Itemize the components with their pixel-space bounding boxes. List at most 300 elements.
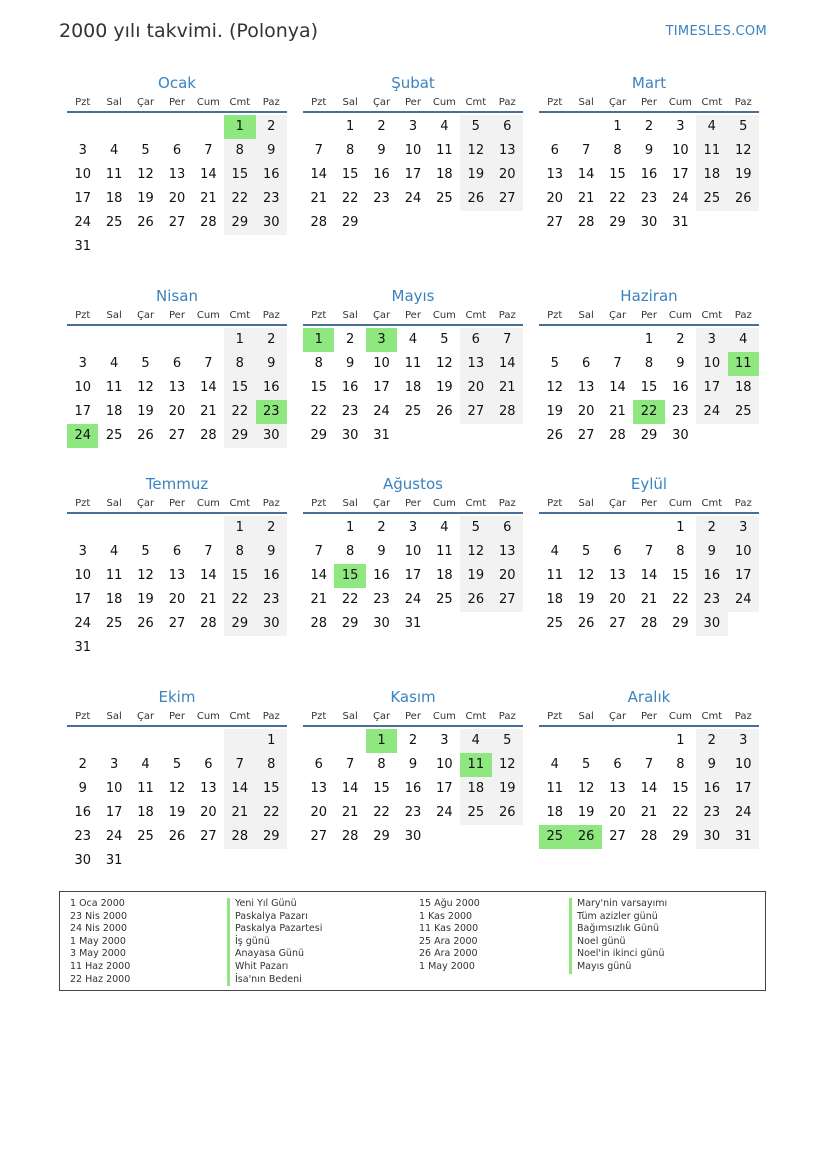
weekday-header (67, 708, 287, 727)
day-cell: 2 (696, 729, 727, 753)
weekday-label: Cmt (465, 498, 487, 509)
holiday-day-cell: 23 (256, 400, 287, 424)
day-cell: 2 (696, 516, 727, 540)
day-cell: 13 (310, 781, 327, 796)
weekday-label: Per (169, 711, 185, 722)
empty-cell (539, 729, 570, 753)
day-cell: 11 (546, 781, 563, 796)
day-cell: 16 (373, 568, 390, 583)
day-cell: 28 (640, 829, 658, 844)
day-cell: 8 (256, 753, 287, 777)
day-cell: 25 (728, 400, 759, 424)
legend-date: 22 Haz 2000 (70, 973, 131, 985)
day-cell: 9 (256, 139, 287, 163)
weekday-label: Per (641, 711, 657, 722)
month-name: Mart (631, 74, 667, 92)
day-cell: 6 (172, 143, 182, 158)
day-cell: 29 (640, 428, 658, 443)
weekday-header (303, 94, 523, 113)
day-cell: 29 (224, 424, 255, 448)
day-cell: 19 (436, 380, 453, 395)
day-cell: 5 (172, 757, 182, 772)
day-cell: 23 (341, 404, 359, 419)
day-cell: 24 (436, 805, 453, 820)
weekday-label: Cmt (229, 310, 251, 321)
weekday-label: Per (405, 97, 421, 108)
day-grid (303, 516, 523, 636)
day-cell: 22 (224, 588, 255, 612)
weekday-label: Cum (668, 97, 692, 108)
month-name: Ekim (158, 688, 196, 706)
day-cell: 18 (546, 592, 563, 607)
day-cell: 26 (546, 428, 563, 443)
day-cell: 17 (74, 592, 91, 607)
legend-names-2 (569, 898, 667, 974)
empty-cell (570, 516, 601, 540)
day-cell: 7 (492, 328, 523, 352)
day-cell: 10 (373, 356, 390, 371)
day-cell: 25 (546, 616, 563, 631)
day-grid (539, 328, 759, 448)
empty-cell (98, 516, 129, 540)
day-cell: 5 (440, 332, 449, 347)
weekday-label: Cum (432, 97, 456, 108)
day-cell: 28 (310, 616, 327, 631)
day-cell: 6 (550, 143, 559, 158)
day-cell: 23 (696, 801, 727, 825)
day-cell: 20 (609, 805, 626, 820)
day-grid (303, 729, 523, 849)
day-cell: 16 (696, 777, 727, 801)
day-cell: 1 (224, 516, 255, 540)
day-cell: 17 (696, 376, 727, 400)
legend-date: 1 May 2000 (419, 960, 475, 972)
day-cell: 29 (609, 215, 626, 230)
empty-cell (98, 328, 129, 352)
day-cell: 11 (546, 568, 563, 583)
day-cell: 11 (137, 781, 154, 796)
day-cell: 20 (492, 163, 523, 187)
day-cell: 8 (224, 540, 255, 564)
weekday-label: Sal (342, 97, 358, 108)
day-cell: 17 (728, 564, 759, 588)
month-calendar (67, 686, 287, 873)
legend-holiday-name: Noel'in ikinci günü (569, 948, 667, 961)
legend-date: 25 Ara 2000 (419, 935, 478, 947)
day-cell: 28 (492, 400, 523, 424)
day-cell: 26 (577, 616, 595, 631)
day-cell: 15 (672, 568, 689, 583)
day-cell: 24 (74, 215, 91, 230)
day-cell: 10 (728, 753, 759, 777)
day-cell: 5 (460, 115, 491, 139)
day-cell: 1 (676, 520, 685, 535)
day-cell: 16 (373, 167, 390, 182)
day-cell: 14 (224, 777, 255, 801)
day-cell: 12 (460, 540, 491, 564)
day-cell: 12 (546, 380, 563, 395)
day-cell: 1 (613, 119, 622, 134)
day-cell: 20 (492, 564, 523, 588)
legend-holiday-name: Yeni Yıl Günü (227, 898, 322, 911)
empty-cell (161, 115, 192, 139)
day-cell: 20 (310, 805, 327, 820)
weekday-label: Paz (734, 97, 752, 108)
day-cell: 8 (676, 544, 685, 559)
day-cell: 2 (408, 733, 418, 748)
day-cell: 28 (224, 825, 255, 849)
day-cell: 29 (310, 428, 327, 443)
day-cell: 19 (728, 163, 759, 187)
day-cell: 3 (408, 520, 418, 535)
weekday-label: Cum (432, 498, 456, 509)
day-cell: 17 (404, 167, 422, 182)
day-cell: 13 (168, 167, 186, 182)
weekday-label: Cum (668, 711, 692, 722)
legend-date: 11 Haz 2000 (70, 960, 131, 972)
day-cell: 30 (640, 215, 658, 230)
day-cell: 22 (609, 191, 626, 206)
day-cell: 11 (105, 167, 123, 182)
day-cell: 14 (200, 380, 217, 395)
day-cell: 29 (256, 825, 287, 849)
day-cell: 30 (373, 616, 390, 631)
day-cell: 3 (440, 733, 449, 748)
empty-cell (130, 516, 161, 540)
day-cell: 10 (74, 167, 91, 182)
weekday-label: Pzt (75, 711, 91, 722)
day-cell: 22 (224, 187, 255, 211)
day-cell: 8 (345, 143, 355, 158)
weekday-label: Cum (196, 97, 220, 108)
day-cell: 10 (404, 143, 422, 158)
day-cell: 13 (492, 540, 523, 564)
weekday-label: Pzt (75, 310, 91, 321)
day-cell: 27 (546, 215, 563, 230)
day-cell: 10 (404, 544, 422, 559)
day-cell: 3 (728, 729, 759, 753)
holiday-day-cell: 11 (728, 352, 759, 376)
weekday-label: Paz (498, 711, 516, 722)
day-cell: 20 (200, 805, 217, 820)
day-grid (539, 729, 759, 849)
day-cell: 7 (345, 757, 355, 772)
day-cell: 12 (137, 568, 154, 583)
legend-holiday-name: Noel günü (569, 936, 667, 949)
day-cell: 3 (109, 757, 119, 772)
weekday-label: Cmt (465, 711, 487, 722)
day-cell: 6 (613, 757, 622, 772)
weekday-label: Sal (578, 310, 594, 321)
day-cell: 15 (341, 167, 359, 182)
day-cell: 4 (109, 544, 119, 559)
day-cell: 19 (546, 404, 563, 419)
legend-holiday-name: Mary'nin varsayımı (569, 898, 667, 911)
day-cell: 17 (74, 191, 91, 206)
day-cell: 10 (436, 757, 453, 772)
day-cell: 16 (256, 564, 287, 588)
empty-cell (539, 328, 570, 352)
holiday-day-cell: 1 (303, 328, 334, 352)
weekday-label: Paz (734, 711, 752, 722)
day-cell: 29 (341, 616, 359, 631)
legend-holiday-name: Mayıs günü (569, 961, 667, 974)
day-cell: 18 (696, 163, 727, 187)
day-cell: 8 (676, 757, 685, 772)
day-cell: 28 (310, 215, 327, 230)
day-cell: 18 (137, 805, 154, 820)
day-cell: 17 (373, 380, 390, 395)
day-cell: 15 (373, 781, 390, 796)
legend-date: 1 Oca 2000 (70, 898, 125, 909)
day-cell: 23 (373, 191, 390, 206)
day-cell: 13 (492, 139, 523, 163)
day-cell: 6 (460, 328, 491, 352)
day-cell: 27 (168, 428, 186, 443)
day-cell: 24 (105, 829, 123, 844)
legend-holiday-name: Bağımsızlık Günü (569, 923, 667, 936)
day-cell: 26 (460, 588, 491, 612)
weekday-label: Cmt (465, 97, 487, 108)
day-cell: 7 (644, 544, 654, 559)
day-cell: 23 (696, 588, 727, 612)
day-cell: 25 (137, 829, 154, 844)
weekday-label: Pzt (547, 310, 563, 321)
day-cell: 29 (224, 612, 255, 636)
day-cell: 21 (341, 805, 359, 820)
day-cell: 11 (436, 544, 453, 559)
weekday-label: Çar (372, 97, 391, 108)
day-cell: 4 (440, 119, 449, 134)
weekday-label: Sal (342, 310, 358, 321)
day-cell: 18 (460, 777, 491, 801)
day-cell: 22 (310, 404, 327, 419)
day-cell: 2 (644, 119, 654, 134)
month-calendar (67, 473, 287, 660)
weekday-label: Çar (608, 310, 627, 321)
day-cell: 9 (377, 143, 386, 158)
day-cell: 16 (696, 564, 727, 588)
day-cell: 12 (492, 753, 523, 777)
day-cell: 31 (74, 239, 91, 254)
day-grid (539, 115, 759, 235)
day-cell: 15 (224, 564, 255, 588)
empty-cell (161, 516, 192, 540)
weekday-label: Per (169, 97, 185, 108)
empty-cell (602, 516, 633, 540)
day-cell: 24 (74, 616, 91, 631)
holiday-day-cell: 22 (633, 400, 664, 424)
day-cell: 12 (436, 356, 453, 371)
day-cell: 26 (460, 187, 491, 211)
day-cell: 28 (200, 616, 217, 631)
weekday-label: Sal (342, 498, 358, 509)
weekday-label: Per (405, 310, 421, 321)
day-cell: 2 (256, 516, 287, 540)
day-cell: 5 (141, 143, 150, 158)
day-cell: 16 (640, 167, 658, 182)
day-cell: 17 (728, 777, 759, 801)
holiday-day-cell: 3 (366, 328, 397, 352)
day-cell: 28 (577, 215, 595, 230)
day-cell: 21 (200, 191, 217, 206)
day-cell: 1 (256, 729, 287, 753)
weekday-label: Paz (734, 498, 752, 509)
weekday-header (303, 708, 523, 727)
weekday-label: Sal (578, 498, 594, 509)
empty-cell (98, 115, 129, 139)
weekday-label: Cmt (701, 97, 723, 108)
day-cell: 19 (137, 592, 154, 607)
day-cell: 4 (550, 757, 559, 772)
day-cell: 23 (256, 187, 287, 211)
month-name: Ocak (158, 74, 196, 92)
empty-cell (193, 516, 224, 540)
day-cell: 6 (492, 115, 523, 139)
day-cell: 14 (310, 167, 327, 182)
day-cell: 9 (676, 356, 685, 371)
day-cell: 18 (728, 376, 759, 400)
day-cell: 8 (644, 356, 654, 371)
empty-cell (67, 516, 98, 540)
empty-cell (602, 328, 633, 352)
day-cell: 8 (377, 757, 386, 772)
day-cell: 30 (74, 853, 91, 868)
legend-date: 23 Nis 2000 (70, 910, 127, 922)
day-cell: 2 (676, 332, 685, 347)
empty-cell (303, 115, 334, 139)
holiday-day-cell: 11 (460, 753, 491, 777)
day-cell: 16 (74, 805, 91, 820)
day-cell: 12 (137, 167, 154, 182)
day-cell: 13 (609, 781, 626, 796)
day-cell: 14 (609, 380, 626, 395)
legend-names-1 (227, 898, 322, 986)
empty-cell (130, 328, 161, 352)
weekday-label: Cmt (465, 310, 487, 321)
day-cell: 3 (78, 356, 87, 371)
day-cell: 15 (672, 781, 689, 796)
day-cell: 10 (74, 568, 91, 583)
weekday-label: Pzt (75, 498, 91, 509)
empty-cell (161, 729, 192, 753)
day-cell: 7 (224, 753, 255, 777)
day-cell: 15 (224, 376, 255, 400)
empty-cell (633, 516, 664, 540)
day-cell: 26 (137, 215, 154, 230)
weekday-header (67, 94, 287, 113)
day-cell: 14 (200, 167, 217, 182)
day-cell: 3 (408, 119, 418, 134)
day-cell: 23 (74, 829, 91, 844)
weekday-header (539, 307, 759, 326)
day-cell: 28 (341, 829, 359, 844)
day-cell: 11 (436, 143, 453, 158)
weekday-header (539, 708, 759, 727)
weekday-label: Cum (432, 711, 456, 722)
weekday-label: Cmt (229, 711, 251, 722)
legend-date: 11 Kas 2000 (419, 923, 479, 935)
day-cell: 21 (640, 592, 658, 607)
day-cell: 23 (373, 592, 390, 607)
weekday-label: Paz (262, 711, 280, 722)
day-cell: 18 (546, 805, 563, 820)
weekday-label: Per (405, 711, 421, 722)
day-cell: 15 (310, 380, 327, 395)
day-cell: 5 (581, 544, 591, 559)
legend-date: 1 Kas 2000 (419, 910, 473, 922)
day-cell: 19 (137, 404, 154, 419)
day-cell: 26 (168, 829, 186, 844)
empty-cell (303, 729, 334, 753)
weekday-label: Cum (432, 310, 456, 321)
brand-link[interactable]: TIMESLES.COM (665, 24, 767, 39)
page-title: 2000 yılı takvimi. (Polonya) (59, 20, 319, 42)
weekday-label: Çar (372, 310, 391, 321)
day-cell: 20 (168, 592, 186, 607)
day-cell: 30 (256, 211, 287, 235)
day-cell: 29 (224, 211, 255, 235)
day-cell: 28 (609, 428, 626, 443)
month-name: Eylül (630, 475, 668, 493)
empty-cell (193, 115, 224, 139)
day-cell: 6 (581, 356, 591, 371)
day-cell: 9 (696, 753, 727, 777)
month-calendar (67, 72, 287, 259)
day-cell: 17 (74, 404, 91, 419)
day-cell: 20 (460, 376, 491, 400)
day-cell: 8 (613, 143, 622, 158)
day-cell: 15 (640, 380, 658, 395)
holiday-legend (59, 891, 766, 991)
day-cell: 26 (137, 428, 154, 443)
day-cell: 15 (224, 163, 255, 187)
day-cell: 31 (105, 853, 123, 868)
day-cell: 8 (345, 544, 355, 559)
day-cell: 12 (577, 781, 595, 796)
day-cell: 26 (728, 187, 759, 211)
weekday-label: Çar (372, 498, 391, 509)
month-calendar (303, 72, 523, 235)
month-calendar (539, 285, 759, 448)
weekday-label: Cum (196, 498, 220, 509)
day-cell: 7 (644, 757, 654, 772)
weekday-label: Sal (578, 711, 594, 722)
day-cell: 9 (644, 143, 654, 158)
day-cell: 19 (137, 191, 154, 206)
day-cell: 1 (345, 520, 355, 535)
day-cell: 13 (460, 352, 491, 376)
day-cell: 31 (728, 825, 759, 849)
day-cell: 18 (436, 167, 453, 182)
day-cell: 14 (492, 352, 523, 376)
legend-dates-1 (70, 898, 130, 986)
month-name: Haziran (620, 287, 678, 305)
empty-cell (67, 729, 98, 753)
day-cell: 3 (696, 328, 727, 352)
weekday-label: Per (641, 310, 657, 321)
legend-date: 15 Ağu 2000 (419, 898, 480, 909)
day-cell: 4 (408, 332, 418, 347)
day-cell: 11 (696, 139, 727, 163)
day-cell: 12 (460, 139, 491, 163)
day-cell: 5 (141, 356, 150, 371)
day-cell: 19 (577, 805, 595, 820)
day-cell: 27 (609, 616, 626, 631)
day-cell: 10 (696, 352, 727, 376)
weekday-label: Per (405, 498, 421, 509)
month-calendar (539, 473, 759, 636)
